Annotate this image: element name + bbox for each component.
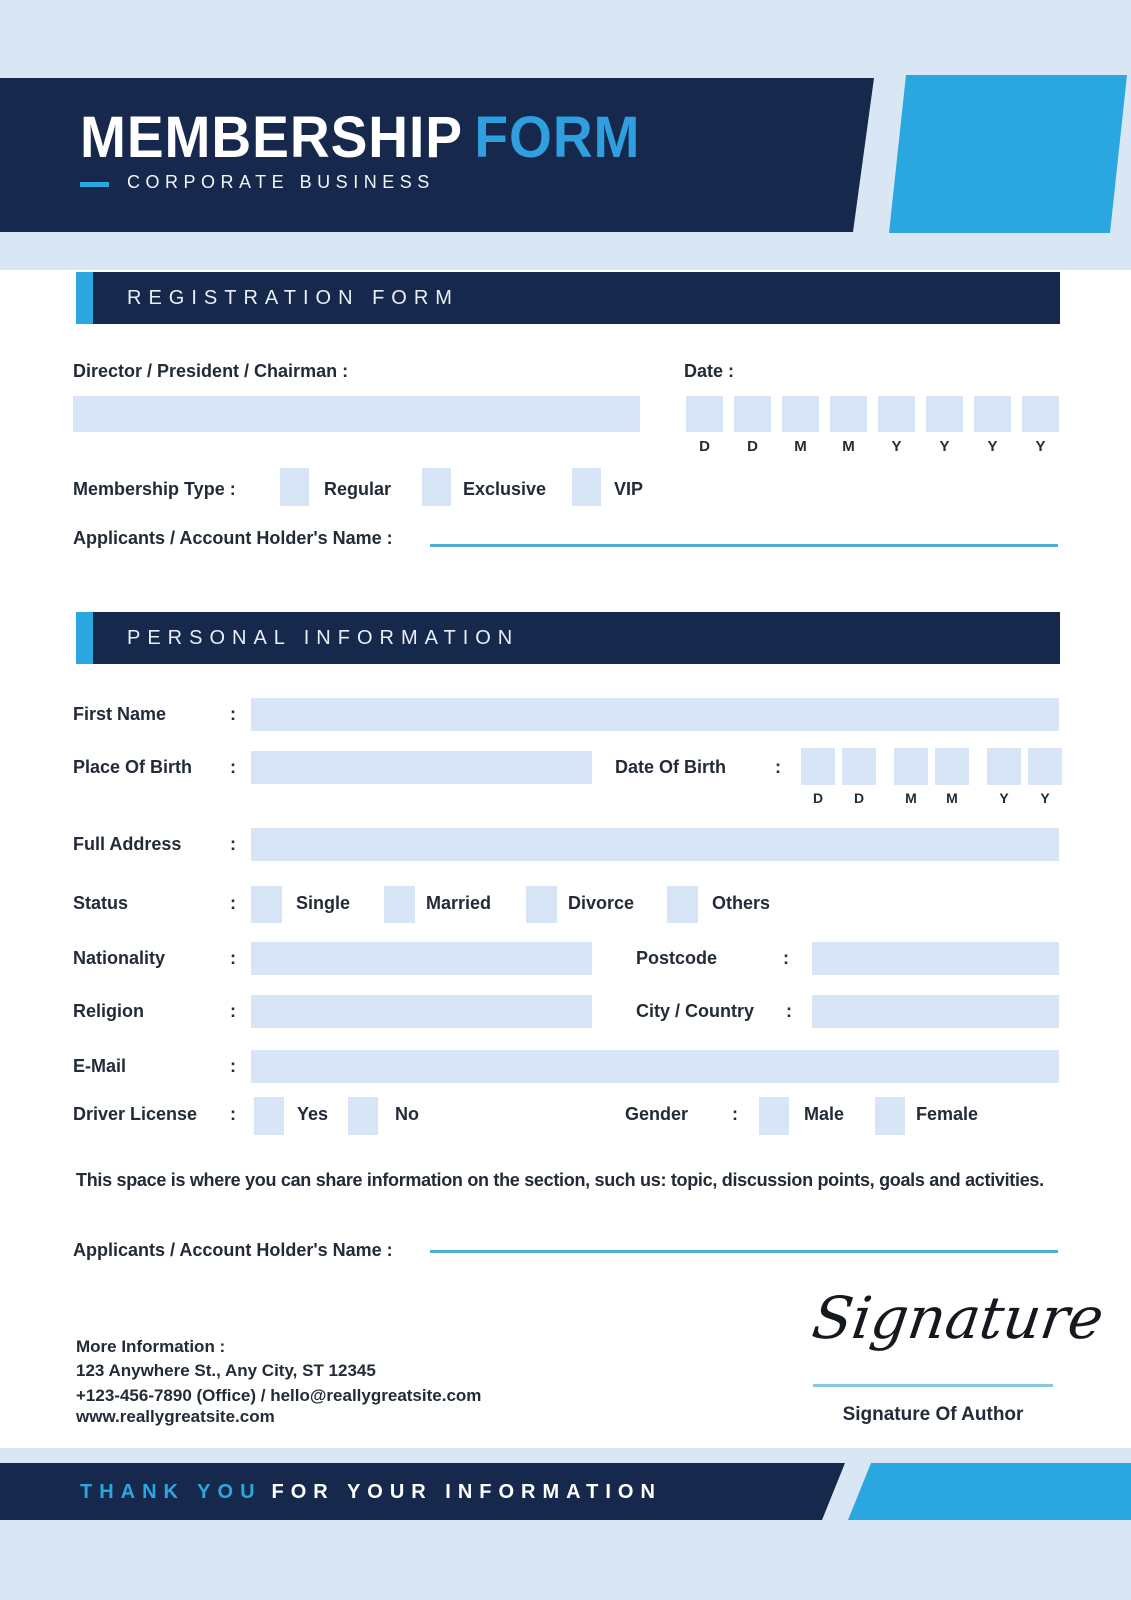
dob-letter: D (812, 790, 824, 806)
status-option-married: Married (426, 893, 492, 913)
colon: : (230, 893, 236, 913)
nationality-label: Nationality (73, 948, 166, 968)
date-box-m1[interactable] (782, 396, 819, 432)
driver-license-option-no: No (395, 1104, 419, 1124)
gender-checkbox-female[interactable] (875, 1097, 905, 1135)
applicants-name-label-2: Applicants / Account Holder's Name : (73, 1240, 393, 1260)
driver-license-option-yes: Yes (297, 1104, 329, 1124)
colon: : (230, 757, 236, 777)
dob-letter: Y (999, 790, 1009, 806)
date-label: Date : (684, 361, 735, 381)
dob-box-y2[interactable] (1028, 748, 1062, 785)
date-letter: Y (939, 438, 950, 455)
date-box-y2[interactable] (926, 396, 963, 432)
colon: : (786, 1001, 792, 1021)
membership-option-exclusive: Exclusive (463, 479, 547, 499)
colon: : (230, 1104, 236, 1124)
date-letter: D (747, 438, 758, 455)
colon: : (732, 1104, 738, 1124)
email-label: E-Mail (73, 1056, 127, 1076)
membership-checkbox-regular[interactable] (280, 468, 309, 506)
postcode-label: Postcode (636, 948, 718, 968)
driver-license-label: Driver License (73, 1104, 198, 1124)
nationality-input[interactable] (251, 942, 592, 975)
status-label: Status (73, 893, 129, 913)
registration-header-accent (76, 272, 93, 324)
driver-license-checkbox-no[interactable] (348, 1097, 378, 1135)
colon: : (775, 757, 781, 777)
colon: : (230, 834, 236, 854)
footer-rest: FOR YOUR INFORMATION (271, 1481, 662, 1503)
status-checkbox-divorce[interactable] (526, 886, 557, 923)
page-title-main: MEMBERSHIP (80, 105, 463, 170)
postcode-input[interactable] (812, 942, 1059, 975)
gender-label: Gender (625, 1104, 689, 1124)
applicants-name-line-2[interactable] (430, 1250, 1058, 1253)
full-address-label: Full Address (73, 834, 182, 854)
contact-phone-email: +123-456-7890 (Office) / hello@reallygreatsite.com (76, 1386, 482, 1405)
footer-text (80, 1481, 662, 1504)
date-letter: M (794, 438, 807, 455)
date-of-birth-label: Date Of Birth (615, 757, 727, 777)
status-checkbox-others[interactable] (667, 886, 698, 923)
email-input[interactable] (251, 1050, 1059, 1083)
membership-option-regular: Regular (324, 479, 392, 499)
director-label: Director / President / Chairman : (73, 361, 349, 381)
date-box-y3[interactable] (974, 396, 1011, 432)
membership-type-label: Membership Type : (73, 479, 236, 499)
signature-line[interactable] (813, 1384, 1053, 1387)
membership-checkbox-vip[interactable] (572, 468, 601, 506)
membership-option-vip: VIP (614, 479, 644, 499)
colon: : (230, 704, 236, 724)
status-option-divorce: Divorce (568, 893, 635, 913)
date-box-y1[interactable] (878, 396, 915, 432)
dob-box-y1[interactable] (987, 748, 1021, 785)
date-box-d1[interactable] (686, 396, 723, 432)
personal-header-accent (76, 612, 93, 664)
section-note: This space is where you can share information on the section, such us: topic, discussion points, goals and activities. (76, 1170, 1044, 1190)
applicants-name-label: Applicants / Account Holder's Name : (73, 528, 393, 548)
date-letter: M (842, 438, 855, 455)
footer-accent-shape (848, 1463, 1131, 1520)
applicants-name-line[interactable] (430, 544, 1058, 547)
date-letter: Y (891, 438, 902, 455)
date-letter: D (699, 438, 710, 455)
dob-box-d2[interactable] (842, 748, 876, 785)
page-title (80, 104, 640, 171)
status-option-others: Others (712, 893, 771, 913)
header-accent-shape (889, 75, 1127, 233)
dob-letter: D (853, 790, 865, 806)
gender-option-male: Male (804, 1104, 845, 1124)
colon: : (230, 1001, 236, 1021)
date-box-m2[interactable] (830, 396, 867, 432)
dob-box-m2[interactable] (935, 748, 969, 785)
membership-checkbox-exclusive[interactable] (422, 468, 451, 506)
signature-script: Signature (808, 1284, 1108, 1352)
tagline: CORPORATE BUSINESS (127, 172, 435, 192)
registration-section-header (93, 272, 1060, 324)
status-checkbox-married[interactable] (384, 886, 415, 923)
city-country-label: City / Country (636, 1001, 755, 1021)
more-information-heading: More Information : (76, 1337, 226, 1356)
contact-website: www.reallygreatsite.com (76, 1407, 275, 1426)
gender-checkbox-male[interactable] (759, 1097, 789, 1135)
tagline-dash (80, 182, 109, 187)
director-name-input[interactable] (73, 396, 640, 432)
signature-caption: Signature Of Author (842, 1404, 1024, 1425)
dob-letter: M (905, 790, 917, 806)
personal-section-header (93, 612, 1060, 664)
date-letter: Y (987, 438, 998, 455)
colon: : (230, 948, 236, 968)
religion-input[interactable] (251, 995, 592, 1028)
city-country-input[interactable] (812, 995, 1059, 1028)
colon: : (783, 948, 789, 968)
personal-section-title: PERSONAL INFORMATION (127, 626, 520, 649)
date-box-d2[interactable] (734, 396, 771, 432)
first-name-input[interactable] (251, 698, 1059, 731)
status-option-single: Single (296, 893, 351, 913)
dob-letter: M (946, 790, 958, 806)
date-box-y4[interactable] (1022, 396, 1059, 432)
first-name-label: First Name (73, 704, 167, 724)
dob-letter: Y (1040, 790, 1050, 806)
place-of-birth-input[interactable] (251, 751, 592, 784)
dob-box-d1[interactable] (801, 748, 835, 785)
footer-thank-you: THANK YOU (80, 1481, 262, 1503)
dob-box-m1[interactable] (894, 748, 928, 785)
gender-option-female: Female (916, 1104, 979, 1124)
full-address-input[interactable] (251, 828, 1059, 861)
colon: : (230, 1056, 236, 1076)
contact-address: 123 Anywhere St., Any City, ST 12345 (76, 1361, 376, 1380)
page-title-accent: FORM (474, 105, 641, 170)
religion-label: Religion (73, 1001, 144, 1021)
date-letter: Y (1035, 438, 1046, 455)
driver-license-checkbox-yes[interactable] (254, 1097, 284, 1135)
status-checkbox-single[interactable] (251, 886, 282, 923)
registration-section-title: REGISTRATION FORM (127, 286, 459, 309)
place-of-birth-label: Place Of Birth (73, 757, 193, 777)
